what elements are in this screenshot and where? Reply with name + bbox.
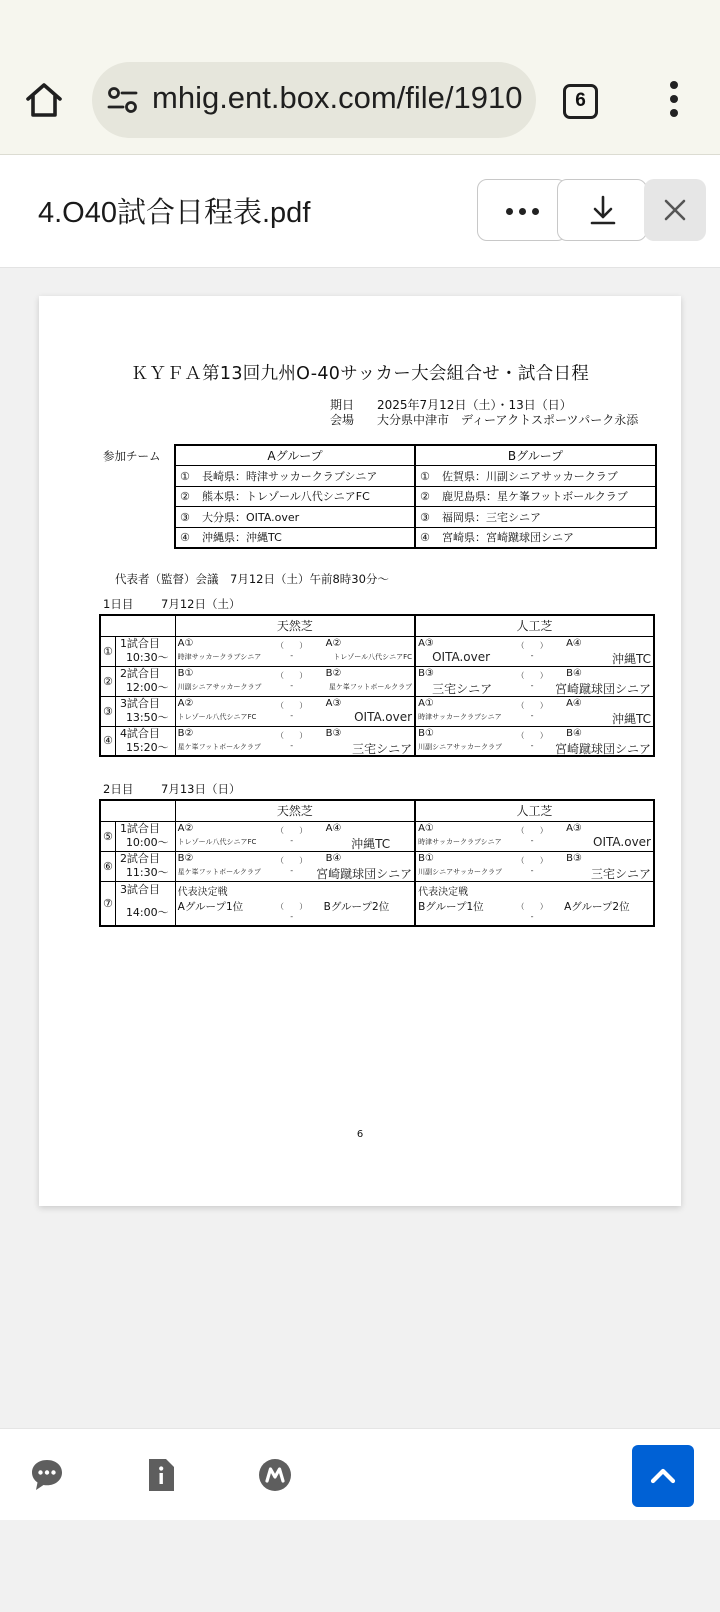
rep-meeting-note: 代表者（監督）会議 7月12日（土）午前8時30分～ <box>115 572 389 586</box>
browser-toolbar <box>0 0 720 155</box>
group-b-header: Bグループ <box>415 445 656 466</box>
team-cell: ③ 大分県：OITA.over <box>175 507 415 528</box>
bottom-toolbar <box>0 1428 720 1520</box>
match-time: 3試合目 13:50～ <box>115 696 175 726</box>
date-value: 2025年7月12日（土）・13日（日） <box>377 398 572 412</box>
natural-match: A② A④ トレゾール八代シニアFC 沖縄TC （ ） - <box>175 821 415 851</box>
natural-final-match: 代表決定戦 Aグループ1位 Bグループ2位 （ ） - <box>175 881 415 926</box>
round-number: ① <box>100 636 115 666</box>
score-slot: （ ） - <box>516 730 548 750</box>
match-row <box>100 726 654 756</box>
file-title: 4.O40試合日程表.pdf <box>38 197 311 229</box>
score-slot: （ ） - <box>516 670 548 690</box>
artificial-final-match: 代表決定戦 Bグループ1位 Aグループ2位 （ ） - <box>415 881 654 926</box>
page-number: 6 <box>356 1129 364 1140</box>
match-row-final <box>100 881 654 926</box>
event-meta <box>330 398 638 428</box>
tab-switcher-button[interactable]: 6 <box>563 84 598 119</box>
score-slot: （ ） - <box>276 825 308 845</box>
match-row <box>100 821 654 851</box>
artificial-turf-header: 人工芝 <box>415 800 654 821</box>
artificial-turf-header: 人工芝 <box>415 615 654 636</box>
round-number: ⑥ <box>100 851 115 881</box>
chevron-up-icon <box>632 1445 694 1507</box>
team-cell: ② 熊本県：トレゾール八代シニアFC <box>175 486 415 507</box>
score-slot: （ ） - <box>276 670 308 690</box>
score-slot: （ ） - <box>516 901 548 921</box>
day1-schedule-table <box>99 614 655 757</box>
artificial-match: B① B④ 川副シニアサッカークラブ 宮崎蹴球団シニア （ ） - <box>415 726 654 756</box>
natural-match: B① B② 川副シニアサッカークラブ 星ケ峯フットボールクラブ （ ） - <box>175 666 415 696</box>
score-slot: （ ） - <box>276 901 308 921</box>
score-slot: （ ） - <box>276 730 308 750</box>
match-time: 2試合目 12:00～ <box>115 666 175 696</box>
box-ai-icon[interactable] <box>257 1457 293 1493</box>
match-time: 1試合目 10:00～ <box>115 821 175 851</box>
document-title: ＫＹＦＡ第13回九州O-40サッカー大会組合せ・試合日程 <box>130 364 590 384</box>
score-slot: （ ） - <box>516 700 548 720</box>
round-number: ⑤ <box>100 821 115 851</box>
match-time: 4試合目 15:20～ <box>115 726 175 756</box>
close-button[interactable] <box>644 179 706 241</box>
more-vert-icon[interactable] <box>664 78 684 124</box>
day2-label: 2日目 7月13日（日） <box>103 782 241 796</box>
match-time: 2試合目 11:30～ <box>115 851 175 881</box>
day2-schedule-table <box>99 799 655 927</box>
group-a-header: Aグループ <box>175 445 415 466</box>
match-row <box>100 666 654 696</box>
pdf-page <box>39 296 681 1206</box>
round-number: ③ <box>100 696 115 726</box>
team-cell: ① 佐賀県：川副シニアサッカークラブ <box>415 466 656 487</box>
comment-icon[interactable] <box>29 1457 65 1493</box>
day1-label: 1日目 7月12日（土） <box>103 597 241 611</box>
natural-match: A② A③ トレゾール八代シニアFC OITA.over （ ） - <box>175 696 415 726</box>
round-number: ② <box>100 666 115 696</box>
score-slot: （ ） - <box>516 855 548 875</box>
round-number: ④ <box>100 726 115 756</box>
match-time: 1試合目 10:30～ <box>115 636 175 666</box>
venue-key: 会場 <box>330 413 355 427</box>
score-slot: （ ） - <box>516 825 548 845</box>
team-cell: ② 鹿児島県：星ケ峯フットボールクラブ <box>415 486 656 507</box>
match-row <box>100 636 654 666</box>
teams-label: 参加チーム <box>103 449 161 463</box>
artificial-match: B① B③ 川副シニアサッカークラブ 三宅シニア （ ） - <box>415 851 654 881</box>
teams-table <box>174 444 657 549</box>
site-settings-icon[interactable] <box>106 84 140 116</box>
natural-match: A① A② 時津サッカークラブシニア トレゾール八代シニアFC （ ） - <box>175 636 415 666</box>
natural-match: B② B③ 星ケ峯フットボールクラブ 三宅シニア （ ） - <box>175 726 415 756</box>
match-time: 3試合目 14:00～ <box>115 881 175 926</box>
score-slot: （ ） - <box>276 700 308 720</box>
score-slot: （ ） - <box>276 640 308 660</box>
natural-turf-header: 天然芝 <box>175 615 415 636</box>
url-text[interactable]: mhig.ent.box.com/file/1910 <box>152 80 523 115</box>
download-icon <box>558 180 648 242</box>
venue-value: 大分県中津市 ディーアクトスポーツパーク永添 <box>377 413 639 427</box>
home-icon[interactable] <box>22 78 66 122</box>
address-bar[interactable] <box>92 62 536 138</box>
blank-header <box>100 800 175 821</box>
match-row <box>100 696 654 726</box>
natural-match: B② B④ 星ケ峯フットボールクラブ 宮崎蹴球団シニア （ ） - <box>175 851 415 881</box>
dot <box>506 208 513 215</box>
info-icon[interactable] <box>143 1457 179 1493</box>
team-cell: ③ 福岡県：三宅シニア <box>415 507 656 528</box>
artificial-match: A③ A④ OITA.over 沖縄TC （ ） - <box>415 636 654 666</box>
more-options-button[interactable] <box>477 179 567 241</box>
download-button[interactable] <box>557 179 647 241</box>
dot <box>532 208 539 215</box>
match-row <box>100 851 654 881</box>
scroll-to-top-button[interactable] <box>632 1445 694 1507</box>
score-slot: （ ） - <box>276 855 308 875</box>
artificial-match: B③ B④ 三宅シニア 宮崎蹴球団シニア （ ） - <box>415 666 654 696</box>
artificial-match: A① A④ 時津サッカークラブシニア 沖縄TC （ ） - <box>415 696 654 726</box>
team-cell: ① 長崎県：時津サッカークラブシニア <box>175 466 415 487</box>
dot <box>519 208 526 215</box>
team-cell: ④ 宮崎県：宮崎蹴球団シニア <box>415 527 656 548</box>
blank-header <box>100 615 175 636</box>
natural-turf-header: 天然芝 <box>175 800 415 821</box>
score-slot: （ ） - <box>516 640 548 660</box>
artificial-match: A① A③ 時津サッカークラブシニア OITA.over （ ） - <box>415 821 654 851</box>
close-icon <box>644 179 706 241</box>
round-number: ⑦ <box>100 881 115 926</box>
file-viewer-header <box>0 155 720 268</box>
date-key: 期日 <box>330 398 355 412</box>
team-cell: ④ 沖縄県：沖縄TC <box>175 527 415 548</box>
